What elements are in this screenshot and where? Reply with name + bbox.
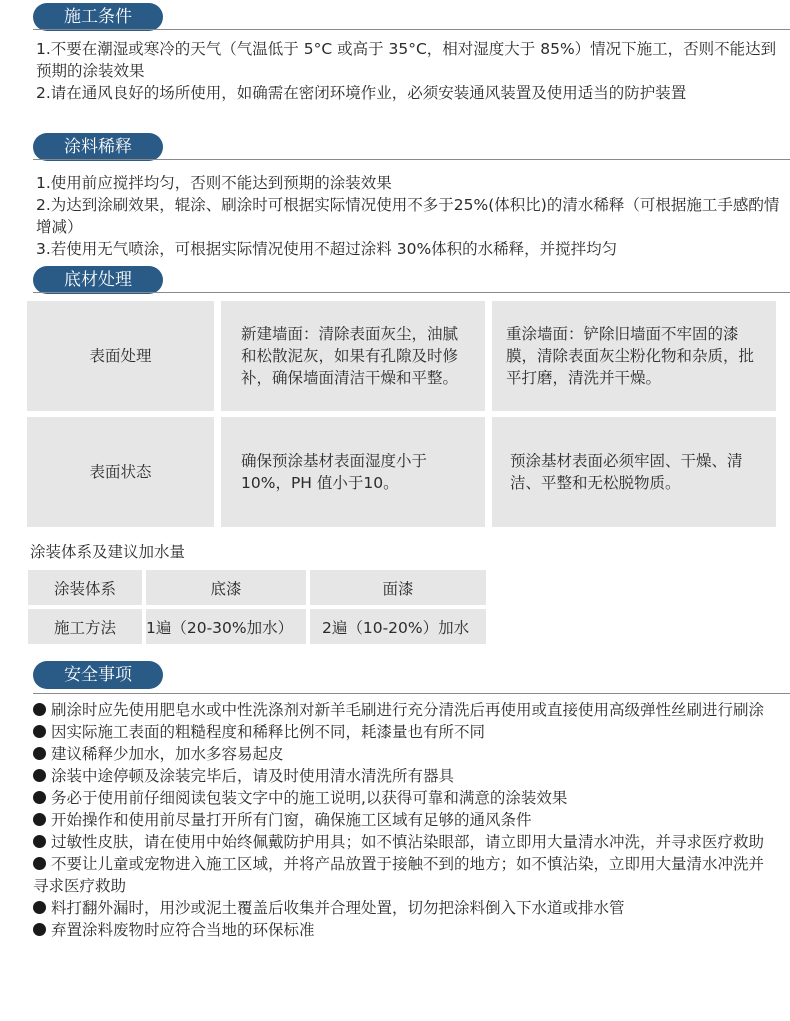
row-label: 表面状态 (27, 417, 214, 527)
table-row (28, 609, 486, 644)
row-label: 表面处理 (27, 301, 214, 411)
list-item-text: 务必于使用前仔细阅读包装文字中的施工说明,以获得可靠和满意的涂装效果 (51, 789, 568, 807)
bullet-icon (33, 813, 46, 826)
table-row (27, 417, 776, 527)
section-title: 安全事项 (33, 661, 163, 689)
substrate-table (20, 295, 783, 533)
bullet-icon (33, 857, 46, 870)
list-item-text: 涂装中途停顿及涂装完毕后，请及时使用清水清洗所有器具 (51, 767, 455, 785)
divider (33, 292, 790, 293)
divider (33, 159, 790, 160)
table-header-cell: 涂装体系 (28, 570, 142, 605)
construction-conditions-list (36, 38, 781, 104)
list-item (33, 765, 773, 787)
list-item: 3.若使用无气喷涂，可根据实际情况使用不超过涂料 30%体积的水稀释，并搅拌均匀 (36, 240, 618, 258)
divider (33, 693, 790, 694)
safety-list (33, 699, 773, 941)
list-item: 1.使用前应搅拌均匀，否则不能达到预期的涂装效果 (36, 174, 392, 192)
table-cell: 施工方法 (28, 609, 142, 644)
list-item: 2.为达到涂刷效果，辊涂、刷涂时可根据实际情况使用不多于25%(体积比)的清水稀释（可根据施工手感酌情增减） (36, 196, 780, 236)
table-cell: 2遍（10-20%）加水 (310, 609, 486, 644)
section-title: 底材处理 (33, 266, 163, 294)
list-item-text: 因实际施工表面的粗糙程度和稀释比例不同，耗漆量也有所不同 (51, 723, 486, 741)
bullet-icon (33, 835, 46, 848)
list-item-text: 不要让儿童或宠物进入施工区域，并将产品放置于接触不到的地方；如不慎沾染，立即用大量清水冲洗并寻求医疗救助 (33, 855, 765, 895)
bullet-icon (33, 791, 46, 804)
table-header-cell: 底漆 (146, 570, 306, 605)
table-header-row (28, 570, 486, 605)
section-title: 施工条件 (33, 3, 163, 31)
list-item-text: 开始操作和使用前尽量打开所有门窗，确保施工区域有足够的通风条件 (51, 811, 532, 829)
coating-system-caption: 涂装体系及建议加水量 (30, 543, 186, 561)
list-item-text: 刷涂时应先使用肥皂水或中性洗涤剂对新羊毛刷进行充分清洗后再使用或直接使用高级弹性丝刷进行刷涂 (51, 701, 765, 719)
divider (33, 29, 790, 30)
list-item (33, 787, 773, 809)
list-item (33, 831, 773, 853)
repaint-wall-cell: 预涂基材表面必须牢固、干燥、清洁、平整和无松脱物质。 (492, 417, 776, 527)
list-item (33, 699, 773, 721)
coating-system-table (24, 566, 490, 648)
dilution-list (36, 172, 781, 260)
section-title: 涂料稀释 (33, 133, 163, 161)
list-item (33, 919, 773, 941)
list-item-text: 建议稀释少加水，加水多容易起皮 (51, 745, 284, 763)
repaint-wall-cell: 重涂墙面：铲除旧墙面不牢固的漆膜，清除表面灰尘粉化物和杂质，批平打磨，清洗并干燥。 (492, 301, 776, 411)
list-item: 1.不要在潮湿或寒冷的天气（气温低于 5°C 或高于 35°C，相对湿度大于 85%）情况下施工，否则不能达到预期的涂装效果 (36, 40, 777, 80)
list-item: 2.请在通风良好的场所使用，如确需在密闭环境作业，必须安装通风装置及使用适当的防护装置 (36, 84, 687, 102)
new-wall-cell: 新建墙面：清除表面灰尘，油腻和松散泥灰，如果有孔隙及时修补，确保墙面清洁干燥和平整。 (221, 301, 485, 411)
bullet-icon (33, 901, 46, 914)
bullet-icon (33, 725, 46, 738)
list-item (33, 897, 773, 919)
list-item (33, 743, 773, 765)
table-cell: 1遍（20-30%加水） (146, 609, 306, 644)
bullet-icon (33, 747, 46, 760)
table-header-cell: 面漆 (310, 570, 486, 605)
bullet-icon (33, 769, 46, 782)
list-item (33, 721, 773, 743)
list-item-text: 料打翻外漏时，用沙或泥土覆盖后收集并合理处置，切勿把涂料倒入下水道或排水管 (51, 899, 625, 917)
new-wall-cell: 确保预涂基材表面湿度小于 10%，PH 值小于10。 (221, 417, 485, 527)
bullet-icon (33, 923, 46, 936)
bullet-icon (33, 703, 46, 716)
list-item-text: 过敏性皮肤，请在使用中始终佩戴防护用具；如不慎沾染眼部，请立即用大量清水冲洗，并寻求医疗救助 (51, 833, 765, 851)
list-item (33, 809, 773, 831)
table-row (27, 301, 776, 411)
list-item (33, 853, 773, 897)
list-item-text: 弃置涂料废物时应符合当地的环保标准 (51, 921, 315, 939)
